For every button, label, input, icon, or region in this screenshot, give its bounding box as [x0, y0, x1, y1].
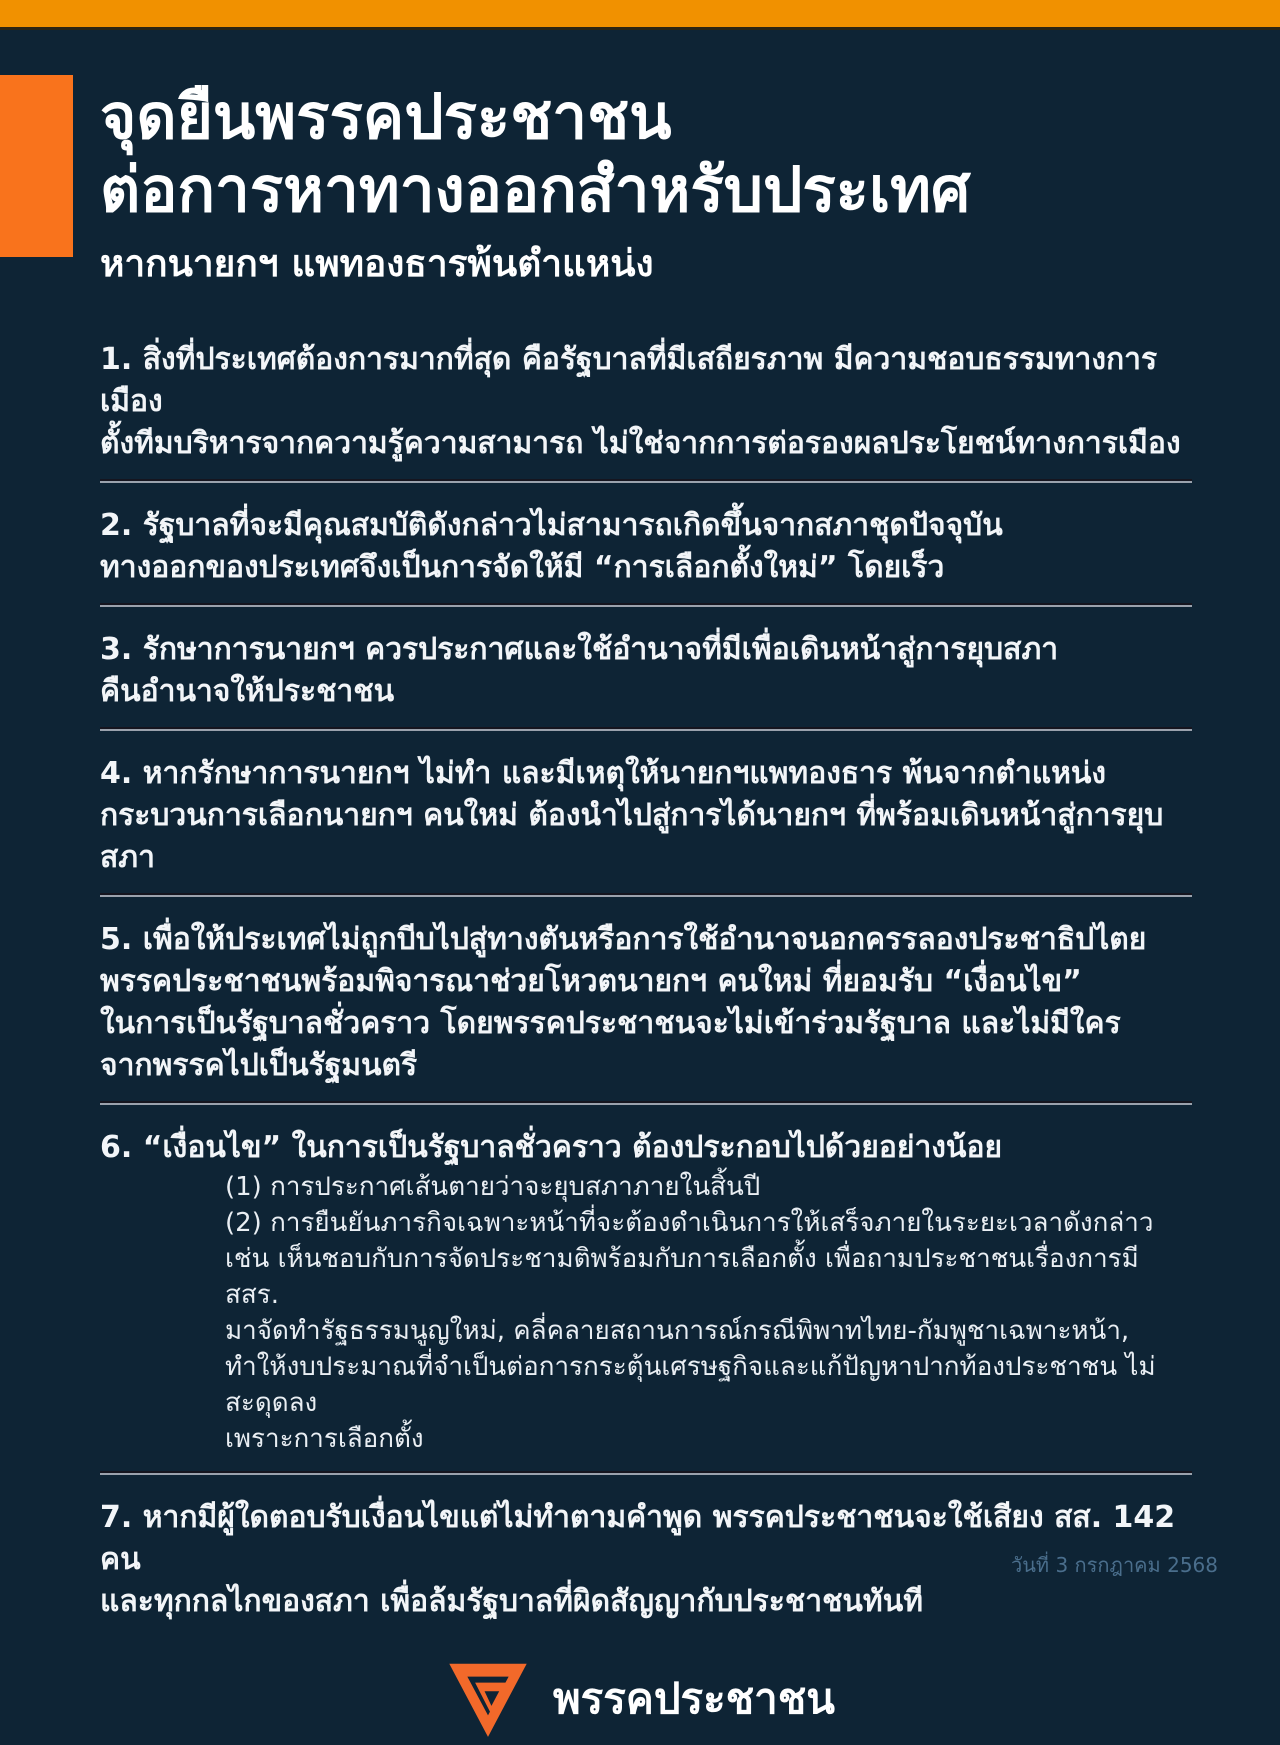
people-party-triangle-icon: [445, 1653, 531, 1745]
text-line: คืนอำนาจให้ประชาชน: [100, 674, 395, 710]
statement-item-6: [100, 1127, 1192, 1457]
poster-header: [0, 30, 1280, 293]
sub-text-line: (2) การยืนยันภารกิจเฉพาะหน้าที่จะต้องดำเนินการให้เสร็จภายในระยะเวลาดังกล่าว: [225, 1208, 1154, 1239]
statement-item-1: [100, 339, 1192, 465]
party-name: พรรคประชาชน: [553, 1674, 835, 1724]
sub-text-line: ทำให้งบประมาณที่จำเป็นต่อการกระตุ้นเศรษฐกิจและแก้ปัญหาปากท้องประชาชน ไม่สะดุดลง: [225, 1352, 1156, 1419]
text-line: 4. หากรักษาการนายกฯ ไม่ทำ และมีเหตุให้นายกฯแพทองธาร พ้นจากตำแหน่ง: [100, 756, 1107, 792]
text-line: 7. หากมีผู้ใดตอบรับเงื่อนไขแต่ไม่ทำตามคำพูด พรรคประชาชนจะใช้เสียง สส. 142 คน: [100, 1500, 1176, 1578]
text-line: 2. รัฐบาลที่จะมีคุณสมบัติดังกล่าวไม่สามารถเกิดขึ้นจากสภาชุดปัจจุบัน: [100, 508, 1003, 544]
sub-text-line: มาจัดทำรัฐธรรมนูญใหม่, คลี่คลายสถานการณ์กรณีพิพาทไทย-กัมพูชาเฉพาะหน้า,: [225, 1316, 1130, 1347]
separator: [100, 603, 1192, 607]
statement-item-4: [100, 753, 1192, 879]
separator: [100, 727, 1192, 731]
page-title-line1: จุดยืนพรรคประชาชน: [100, 80, 672, 153]
text-line: ทางออกของประเทศจึงเป็นการจัดให้มี “การเลือกตั้งใหม่” โดยเร็ว: [100, 550, 945, 586]
top-accent-bar: [0, 0, 1280, 30]
party-logo-lockup: [0, 1653, 1280, 1745]
sub-text-line: (1) การประกาศเส้นตายว่าจะยุบสภาภายในสิ้นปี: [225, 1172, 761, 1203]
statement-item-5: [100, 919, 1192, 1087]
text-line: ตั้งทีมบริหารจากความรู้ความสามารถ ไม่ใช่จากการต่อรองผลประโยชน์ทางการเมือง: [100, 426, 1181, 462]
text-line: 6. “เงื่อนไข” ในการเป็นรัฐบาลชั่วคราว ต้องประกอบไปด้วยอย่างน้อย: [100, 1130, 1003, 1166]
text-line: 3. รักษาการนายกฯ ควรประกาศและใช้อำนาจที่มีเพื่อเดินหน้าสู่การยุบสภา: [100, 632, 1059, 668]
text-line: ในการเป็นรัฐบาลชั่วคราว โดยพรรคประชาชนจะไม่เข้าร่วมรัฐบาล และไม่มีใคร: [100, 1006, 1121, 1042]
statement-list: [0, 293, 1280, 1623]
separator: [100, 1471, 1192, 1475]
page-title-line2: ต่อการหาทางออกสำหรับประเทศ: [100, 153, 971, 227]
statement-item-2: [100, 505, 1192, 589]
text-line: และทุกกลไกของสภา เพื่อล้มรัฐบาลที่ผิดสัญญากับประชาชนทันที: [100, 1584, 923, 1620]
text-line: พรรคประชาชนพร้อมพิจารณาช่วยโหวตนายกฯ คนใหม่ ที่ยอมรับ “เงื่อนไข”: [100, 964, 1082, 1000]
separator: [100, 479, 1192, 483]
sub-text-line: เช่น เห็นชอบกับการจัดประชามติพร้อมกับการเลือกตั้ง เพื่อถามประชาชนเรื่องการมี สสร.: [225, 1244, 1139, 1311]
text-line: 5. เพื่อให้ประเทศไม่ถูกบีบไปสู่ทางตันหรือการใช้อำนาจนอกครรลองประชาธิปไตย: [100, 922, 1147, 958]
date-stamp: วันที่ 3 กรกฎาคม 2568: [1011, 1553, 1218, 1577]
sub-text-line: เพราะการเลือกตั้ง: [225, 1424, 424, 1455]
separator: [100, 1101, 1192, 1105]
separator: [100, 893, 1192, 897]
left-accent-block: [0, 75, 73, 257]
text-line: จากพรรคไปเป็นรัฐมนตรี: [100, 1048, 418, 1084]
page-subtitle: หากนายกฯ แพทองธารพ้นตำแหน่ง: [100, 242, 654, 286]
text-line: 1. สิ่งที่ประเทศต้องการมากที่สุด คือรัฐบาลที่มีเสถียรภาพ มีความชอบธรรมทางการเมือง: [100, 342, 1158, 420]
page-title: [100, 80, 1190, 226]
statement-item-3: [100, 629, 1192, 713]
text-line: กระบวนการเลือกนายกฯ คนใหม่ ต้องนำไปสู่การได้นายกฯ ที่พร้อมเดินหน้าสู่การยุบสภา: [100, 798, 1164, 876]
